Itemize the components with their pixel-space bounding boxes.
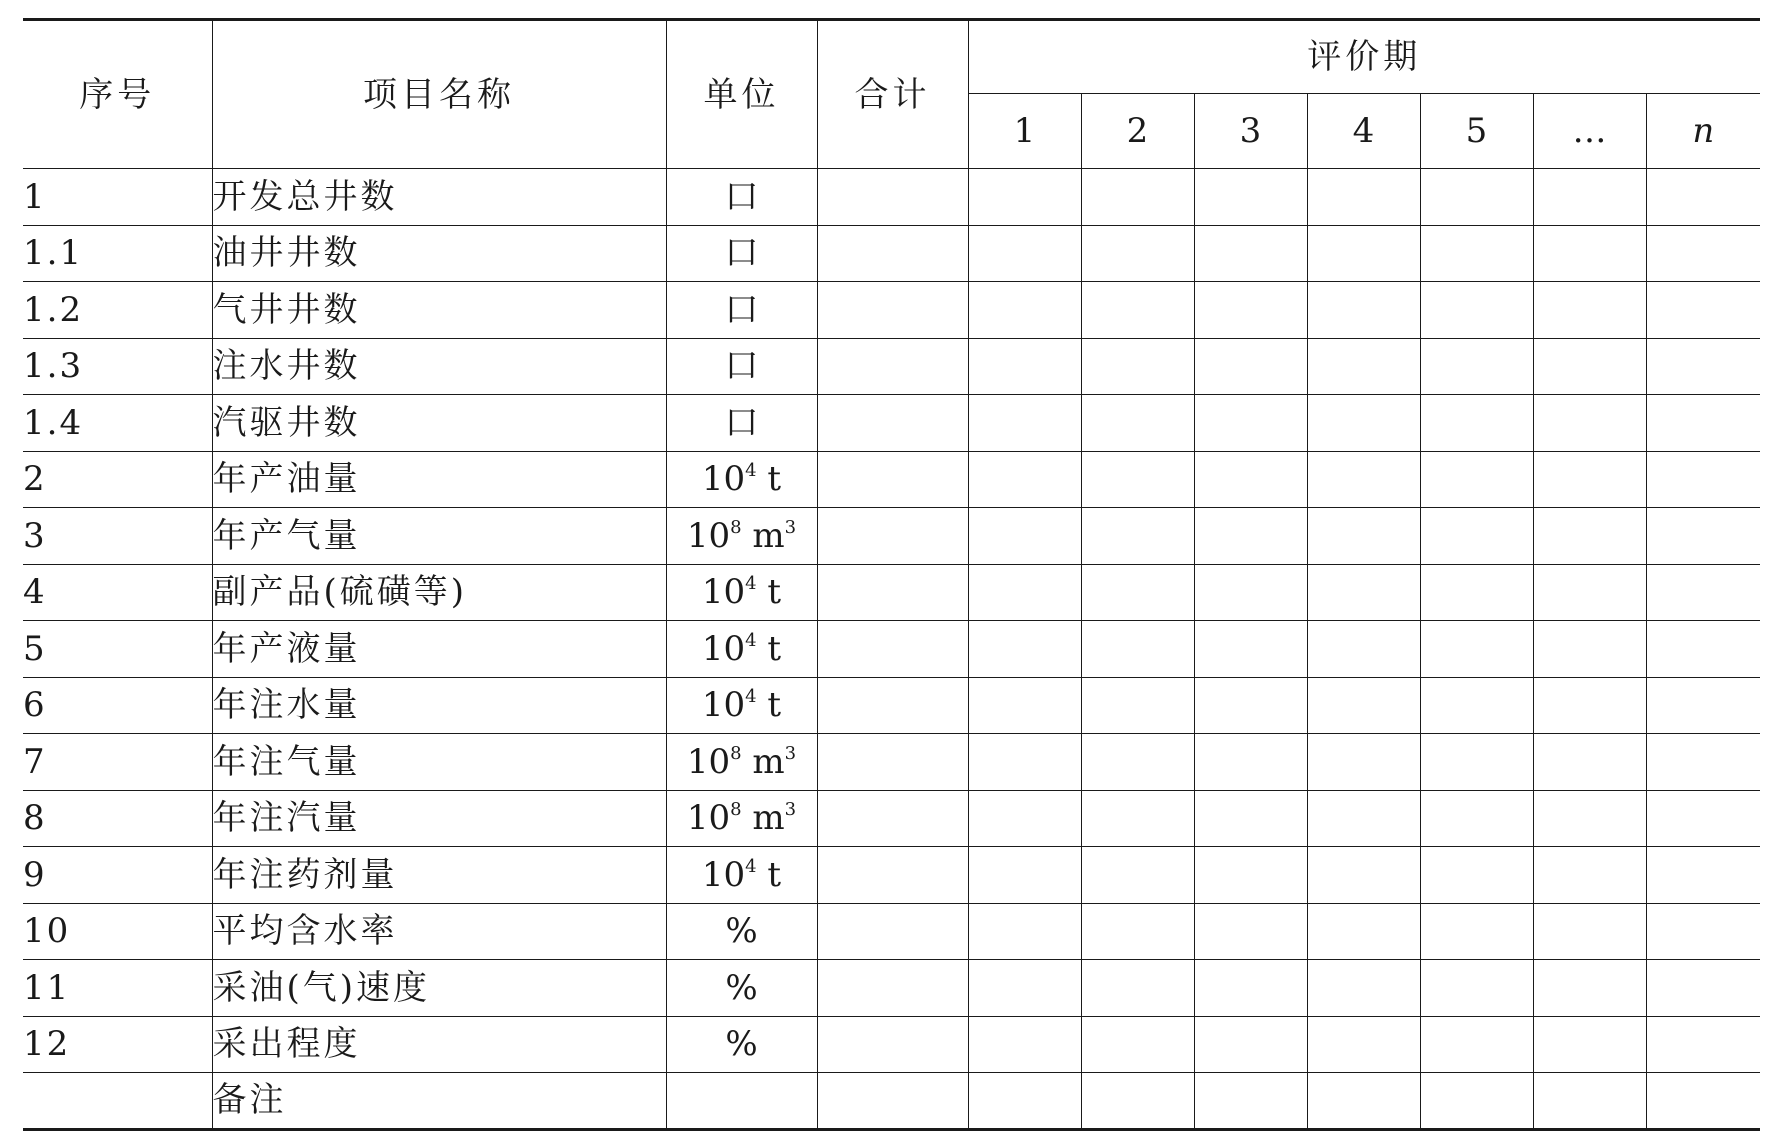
cell-total: [817, 621, 968, 678]
cell-period-value: [1307, 1016, 1420, 1073]
cell-unit: [666, 621, 817, 678]
cell-total: [817, 734, 968, 791]
cell-no: 7: [23, 734, 212, 791]
cell-period-value: [968, 903, 1081, 960]
header-period-n: n: [1646, 94, 1760, 169]
unit-exponent: 8: [730, 516, 742, 538]
cell-period-value: [1533, 169, 1646, 226]
cell-period-value: [1533, 564, 1646, 621]
cell-no: 8: [23, 790, 212, 847]
cell-no: 1.3: [23, 338, 212, 395]
cell-total: [817, 677, 968, 734]
cell-period-value: [1533, 225, 1646, 282]
cell-period-value: [1420, 395, 1533, 452]
table-row: [23, 677, 1760, 734]
cell-period-value: [1081, 508, 1194, 565]
table-row: [23, 1016, 1760, 1073]
cell-period-value: [1194, 169, 1307, 226]
cell-total: [817, 960, 968, 1017]
cell-unit: %: [666, 960, 817, 1017]
cell-total: [817, 1016, 968, 1073]
cell-no: 1.2: [23, 282, 212, 339]
cell-period-value: [1646, 1073, 1760, 1130]
cell-period-value: [1194, 564, 1307, 621]
unit-symbol: t: [756, 459, 782, 500]
cell-period-value: [1646, 1016, 1760, 1073]
cell-name: 油井井数: [212, 225, 666, 282]
cell-period-value: [968, 338, 1081, 395]
cell-no: [23, 1073, 212, 1130]
cell-period-value: [1307, 338, 1420, 395]
cell-no: 11: [23, 960, 212, 1017]
cell-unit: 口: [666, 395, 817, 452]
cell-period-value: [1194, 903, 1307, 960]
header-period: 评价期: [968, 20, 1760, 94]
cell-name: 平均含水率: [212, 903, 666, 960]
cell-period-value: [1646, 225, 1760, 282]
cell-no: 6: [23, 677, 212, 734]
cell-period-value: [1307, 225, 1420, 282]
cell-period-value: [1307, 960, 1420, 1017]
cell-name: 开发总井数: [212, 169, 666, 226]
cell-period-value: [1420, 790, 1533, 847]
cell-period-value: [1420, 338, 1533, 395]
unit-base: 10: [686, 798, 731, 839]
header-period-2: 2: [1081, 94, 1194, 169]
cell-period-value: [1194, 451, 1307, 508]
cell-period-value: [968, 790, 1081, 847]
cell-name: 备注: [212, 1073, 666, 1130]
table-header: [23, 20, 1760, 169]
unit-exponent-2: 3: [784, 799, 797, 821]
cell-period-value: [1646, 677, 1760, 734]
cell-period-value: [1646, 621, 1760, 678]
table-row: [23, 169, 1760, 226]
header-period-3: 3: [1194, 94, 1307, 169]
cell-unit: 口: [666, 282, 817, 339]
unit-base: 10: [701, 572, 746, 613]
cell-period-value: [1307, 282, 1420, 339]
cell-period-value: [968, 395, 1081, 452]
cell-period-value: [1081, 677, 1194, 734]
cell-period-value: [968, 225, 1081, 282]
cell-period-value: [968, 621, 1081, 678]
indicator-table: [23, 18, 1760, 1131]
cell-period-value: [968, 734, 1081, 791]
unit-symbol: t: [756, 685, 782, 726]
header-no: 序号: [23, 20, 212, 169]
cell-period-value: [1081, 451, 1194, 508]
cell-period-value: [1533, 395, 1646, 452]
cell-name: 年注汽量: [212, 790, 666, 847]
cell-period-value: [1533, 677, 1646, 734]
cell-period-value: [968, 847, 1081, 904]
cell-period-value: [1533, 338, 1646, 395]
cell-total: [817, 564, 968, 621]
cell-name: 汽驱井数: [212, 395, 666, 452]
cell-name: 采出程度: [212, 1016, 666, 1073]
cell-period-value: [1307, 677, 1420, 734]
cell-unit: %: [666, 1016, 817, 1073]
table-row: [23, 621, 1760, 678]
cell-no: 1: [23, 169, 212, 226]
cell-unit: 口: [666, 338, 817, 395]
cell-name: 气井井数: [212, 282, 666, 339]
cell-period-value: [1307, 790, 1420, 847]
cell-period-value: [968, 564, 1081, 621]
unit-exponent-2: 3: [784, 516, 797, 538]
cell-name: 年产气量: [212, 508, 666, 565]
cell-name: 年注气量: [212, 734, 666, 791]
cell-period-value: [1081, 621, 1194, 678]
cell-name: 年产油量: [212, 451, 666, 508]
cell-period-value: [1307, 903, 1420, 960]
unit-symbol: t: [756, 854, 782, 895]
cell-period-value: [1307, 169, 1420, 226]
cell-no: 10: [23, 903, 212, 960]
cell-no: 1.1: [23, 225, 212, 282]
cell-period-value: [1307, 1073, 1420, 1130]
cell-period-value: [1533, 790, 1646, 847]
cell-period-value: [1081, 564, 1194, 621]
cell-period-value: [1420, 677, 1533, 734]
unit-base: 10: [701, 685, 746, 726]
cell-unit: 口: [666, 169, 817, 226]
cell-period-value: [1420, 960, 1533, 1017]
header-period-4: 4: [1307, 94, 1420, 169]
cell-total: [817, 508, 968, 565]
cell-period-value: [1194, 734, 1307, 791]
cell-period-value: [1420, 903, 1533, 960]
cell-period-value: [1081, 282, 1194, 339]
cell-period-value: [1081, 169, 1194, 226]
cell-total: [817, 451, 968, 508]
cell-no: 1.4: [23, 395, 212, 452]
cell-period-value: [1646, 338, 1760, 395]
cell-period-value: [1194, 1073, 1307, 1130]
cell-period-value: [1307, 508, 1420, 565]
table-row: [23, 903, 1760, 960]
cell-period-value: [1533, 847, 1646, 904]
cell-period-value: [1194, 225, 1307, 282]
cell-period-value: [1533, 960, 1646, 1017]
cell-period-value: [1646, 790, 1760, 847]
cell-total: [817, 338, 968, 395]
unit-symbol: m: [741, 515, 785, 556]
cell-period-value: [1646, 282, 1760, 339]
unit-exponent: 4: [745, 855, 757, 877]
cell-period-value: [1646, 847, 1760, 904]
header-total: 合计: [817, 20, 968, 169]
cell-period-value: [1420, 621, 1533, 678]
cell-name: 采油(气)速度: [212, 960, 666, 1017]
cell-total: [817, 225, 968, 282]
cell-unit: %: [666, 903, 817, 960]
cell-period-value: [968, 1016, 1081, 1073]
cell-period-value: [1533, 1073, 1646, 1130]
cell-period-value: [1533, 282, 1646, 339]
header-period-5: 5: [1420, 94, 1533, 169]
cell-period-value: [1194, 338, 1307, 395]
cell-period-value: [968, 282, 1081, 339]
table-row: [23, 282, 1760, 339]
unit-symbol: t: [756, 572, 782, 613]
cell-period-value: [1307, 564, 1420, 621]
cell-period-value: [1420, 282, 1533, 339]
cell-period-value: [1081, 338, 1194, 395]
table-row: [23, 960, 1760, 1017]
cell-total: [817, 847, 968, 904]
cell-no: 2: [23, 451, 212, 508]
cell-period-value: [1307, 451, 1420, 508]
cell-total: [817, 1073, 968, 1130]
cell-period-value: [1420, 225, 1533, 282]
unit-base: 10: [686, 515, 731, 556]
cell-period-value: [1420, 564, 1533, 621]
table-row: [23, 564, 1760, 621]
unit-exponent: 4: [745, 629, 757, 651]
cell-no: 9: [23, 847, 212, 904]
unit-exponent: 4: [745, 573, 757, 595]
cell-no: 5: [23, 621, 212, 678]
cell-period-value: [1081, 790, 1194, 847]
cell-name: 年产液量: [212, 621, 666, 678]
cell-period-value: [968, 508, 1081, 565]
cell-period-value: [968, 677, 1081, 734]
header-period-1: 1: [968, 94, 1081, 169]
cell-total: [817, 903, 968, 960]
table-row: [23, 1073, 1760, 1130]
table-row: [23, 451, 1760, 508]
cell-unit: [666, 847, 817, 904]
cell-period-value: [1646, 734, 1760, 791]
cell-name: 注水井数: [212, 338, 666, 395]
cell-unit: [666, 1073, 817, 1130]
cell-period-value: [1194, 621, 1307, 678]
cell-total: [817, 282, 968, 339]
cell-name: 年注药剂量: [212, 847, 666, 904]
cell-period-value: [1420, 1073, 1533, 1130]
cell-period-value: [1533, 508, 1646, 565]
cell-period-value: [1194, 677, 1307, 734]
cell-period-value: [1081, 1016, 1194, 1073]
unit-base: 10: [701, 628, 746, 669]
cell-name: 年注水量: [212, 677, 666, 734]
cell-period-value: [1307, 621, 1420, 678]
table-row: [23, 508, 1760, 565]
cell-period-value: [1081, 1073, 1194, 1130]
cell-period-value: [1646, 451, 1760, 508]
header-period-ellipsis: …: [1533, 94, 1646, 169]
unit-symbol: m: [741, 798, 785, 839]
cell-period-value: [1307, 734, 1420, 791]
cell-period-value: [1420, 451, 1533, 508]
cell-period-value: [1646, 395, 1760, 452]
cell-period-value: [1194, 960, 1307, 1017]
unit-exponent-2: 3: [784, 742, 797, 764]
table-row: [23, 338, 1760, 395]
table-row: [23, 847, 1760, 904]
cell-period-value: [1194, 395, 1307, 452]
cell-no: 12: [23, 1016, 212, 1073]
table-body: [23, 169, 1760, 1130]
unit-exponent: 8: [730, 742, 742, 764]
cell-period-value: [1533, 734, 1646, 791]
cell-period-value: [1307, 847, 1420, 904]
cell-period-value: [1646, 960, 1760, 1017]
cell-period-value: [1194, 282, 1307, 339]
cell-period-value: [1420, 734, 1533, 791]
table-row: [23, 225, 1760, 282]
unit-exponent: 8: [730, 799, 742, 821]
unit-base: 10: [686, 741, 731, 782]
unit-exponent: 4: [745, 686, 757, 708]
cell-unit: [666, 564, 817, 621]
cell-period-value: [1081, 225, 1194, 282]
cell-unit: [666, 677, 817, 734]
cell-period-value: [1420, 508, 1533, 565]
cell-period-value: [968, 169, 1081, 226]
cell-no: 3: [23, 508, 212, 565]
unit-base: 10: [701, 459, 746, 500]
header-unit: 单位: [666, 20, 817, 169]
table-row: [23, 395, 1760, 452]
cell-period-value: [968, 1073, 1081, 1130]
cell-period-value: [1420, 1016, 1533, 1073]
cell-period-value: [1646, 169, 1760, 226]
cell-period-value: [968, 451, 1081, 508]
cell-period-value: [968, 960, 1081, 1017]
cell-period-value: [1194, 790, 1307, 847]
cell-period-value: [1194, 508, 1307, 565]
cell-period-value: [1420, 169, 1533, 226]
cell-unit: 口: [666, 225, 817, 282]
cell-period-value: [1533, 451, 1646, 508]
cell-unit: [666, 734, 817, 791]
cell-period-value: [1646, 508, 1760, 565]
unit-symbol: t: [756, 628, 782, 669]
cell-period-value: [1081, 903, 1194, 960]
cell-total: [817, 395, 968, 452]
cell-period-value: [1081, 960, 1194, 1017]
cell-period-value: [1646, 903, 1760, 960]
cell-period-value: [1194, 1016, 1307, 1073]
cell-name: 副产品(硫磺等): [212, 564, 666, 621]
cell-period-value: [1081, 847, 1194, 904]
cell-period-value: [1533, 903, 1646, 960]
unit-symbol: m: [741, 741, 785, 782]
cell-period-value: [1533, 621, 1646, 678]
table-row: [23, 734, 1760, 791]
cell-period-value: [1533, 1016, 1646, 1073]
cell-no: 4: [23, 564, 212, 621]
cell-period-value: [1081, 734, 1194, 791]
unit-base: 10: [701, 854, 746, 895]
cell-period-value: [1307, 395, 1420, 452]
table-row: [23, 790, 1760, 847]
cell-unit: [666, 790, 817, 847]
cell-unit: [666, 508, 817, 565]
cell-period-value: [1081, 395, 1194, 452]
header-name: 项目名称: [212, 20, 666, 169]
cell-period-value: [1194, 847, 1307, 904]
cell-total: [817, 169, 968, 226]
unit-exponent: 4: [745, 460, 757, 482]
cell-unit: [666, 451, 817, 508]
cell-total: [817, 790, 968, 847]
cell-period-value: [1420, 847, 1533, 904]
cell-period-value: [1646, 564, 1760, 621]
